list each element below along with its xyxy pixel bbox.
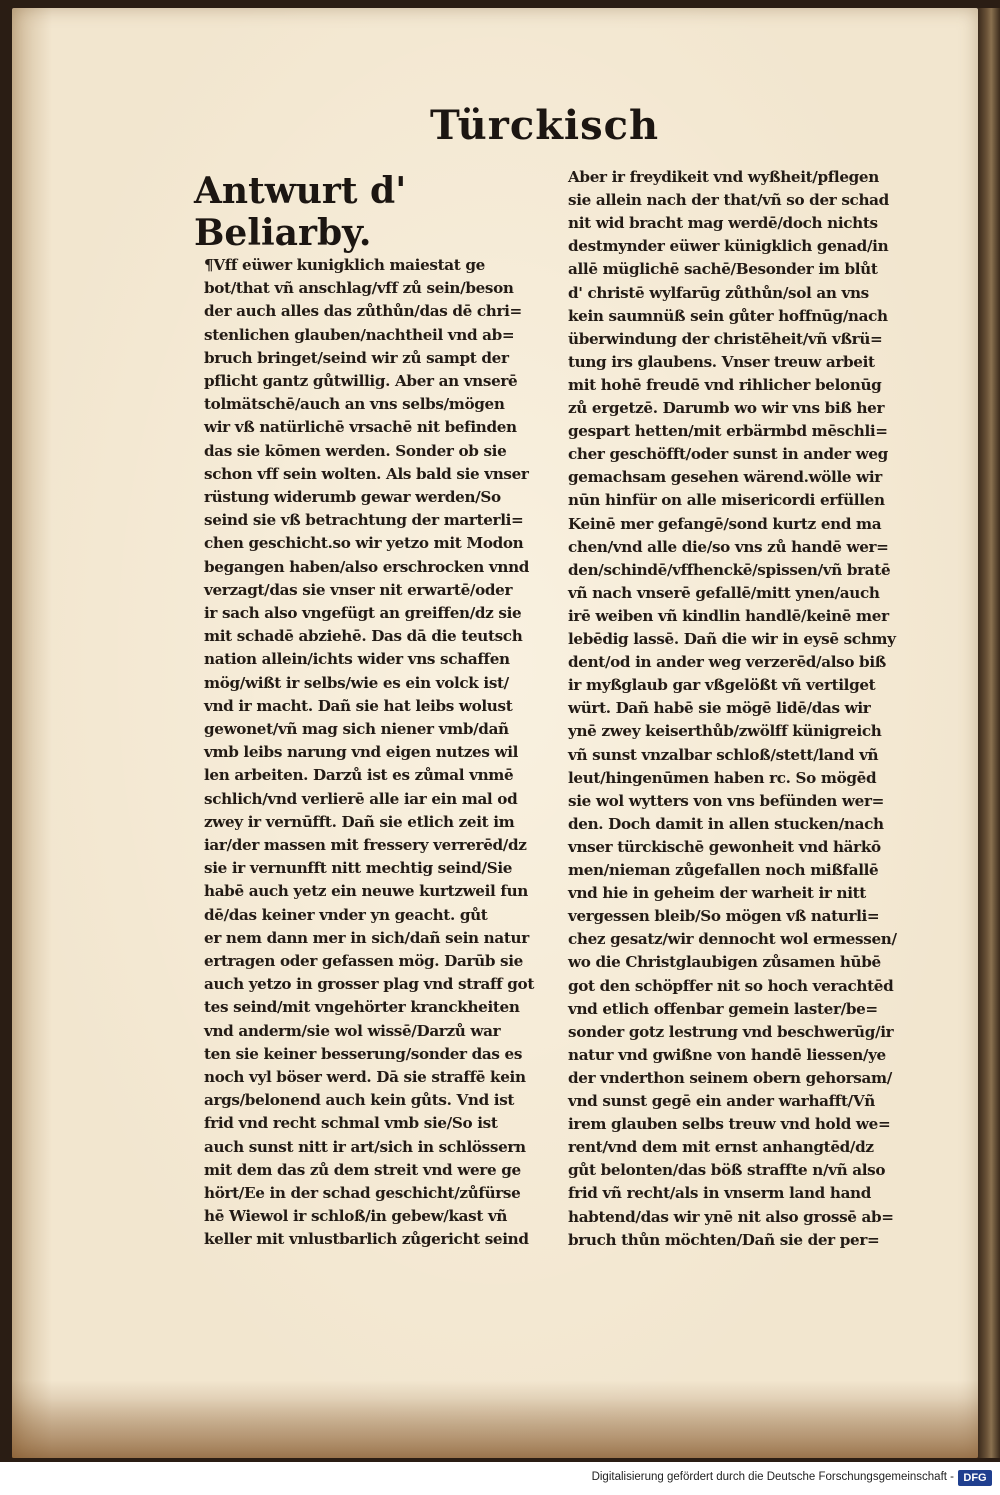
text-line: sonder gotz lestrung vnd beschwerūg/ir <box>568 1022 894 1041</box>
text-line: ertragen oder gefassen mög. Darūb sie <box>204 952 523 970</box>
text-line: ir myßglaub gar vßgelößt vñ vertilget <box>568 676 876 695</box>
text-line: wo die Christglaubigen zůsamen hūbē <box>568 953 881 972</box>
text-line: mit hohē freudē vnd rihlicher belonūg <box>568 375 882 394</box>
text-line: auch yetzo in grosser plag vnd straff got <box>204 975 534 994</box>
text-line: sie ir vernunfft nitt mechtig seind/Sie <box>204 859 513 878</box>
text-line: wir vß natürlichē vrsachē nit befinden <box>204 418 517 437</box>
text-line: vmb leibs narung vnd eigen nutzes wil <box>204 743 519 762</box>
text-line: got den schöpffer nit so hoch verachtēd <box>568 976 894 995</box>
text-line: stenlichen glauben/nachtheil vnd ab= <box>204 325 515 344</box>
text-line: irē weiben vñ kindlin handlē/keinē mer <box>568 606 889 625</box>
text-line: kein saumnüß sein gůter hoffnūg/nach <box>568 306 888 325</box>
footer-bar <box>0 1462 1000 1495</box>
text-line: auch sunst nitt ir art/sich in schlössern <box>204 1137 526 1156</box>
text-line: schlich/vnd verlierē alle iar ein mal od <box>204 789 518 808</box>
text-line: sie allein nach der that/vñ so der schad <box>568 191 889 210</box>
text-line: bruch thůn möchten/Dañ sie der per= <box>568 1230 880 1249</box>
text-line: men/nieman zůgefallen noch mißfallē <box>568 861 879 879</box>
text-line: gůt belonten/das böß straffte n/vñ also <box>568 1161 886 1180</box>
text-line: vergessen bleib/So mögen vß naturli= <box>568 907 880 926</box>
text-line: noch vyl böser werd. Dā sie straffē kein <box>204 1068 526 1086</box>
text-line: begangen haben/also erschrocken vnnd <box>204 557 530 576</box>
text-line: der vnderthon seinem obern gehorsam/ <box>568 1068 892 1087</box>
text-line: destmynder eüwer künigklich genad/in <box>568 237 889 256</box>
text-line: hē Wiewol ir schloß/in gebew/kast vñ <box>204 1207 508 1226</box>
text-line: tes seind/mit vngehörter kranckheiten <box>204 998 520 1017</box>
text-line: nūn hinfür on alle misericordi erfüllen <box>568 491 885 510</box>
text-line: d' christē wylfarūg zůthůn/sol an vns <box>568 283 869 302</box>
text-line: vnd etlich offenbar gemein laster/be= <box>568 999 878 1018</box>
text-line: überwindung der christēheit/vñ vßrü= <box>568 329 883 348</box>
text-line: ynē zwey keiserthůb/zwölff künigreich <box>568 722 882 741</box>
running-head: Türckisch <box>430 102 660 149</box>
text-line: hört/Ee in der schad geschicht/zůfürse <box>204 1184 521 1202</box>
funding-note: Digitalisierung gefördert durch die Deutsche Forschungsgemeinschaft - <box>591 1471 954 1483</box>
text-line: mit schadē abziehē. Das dā die teutsch <box>204 627 523 646</box>
text-line: dent/od in ander weg verzerēd/also biß <box>568 653 886 672</box>
text-line: args/belonend auch kein gůts. Vnd ist <box>204 1091 515 1110</box>
text-line: verzagt/das sie vnser nit erwartē/oder <box>204 580 513 599</box>
text-line: ¶Vff eüwer kunigklich maiestat ge <box>204 256 485 274</box>
water-stain <box>12 1380 978 1458</box>
text-line: vñ nach vnserē gefallē/mitt ynen/auch <box>568 583 880 602</box>
text-line: chez gesatz/wir dennocht wol ermessen/ <box>568 930 897 949</box>
text-line: das sie kōmen werden. Sonder ob sie <box>204 441 507 460</box>
text-line: len arbeiten. Darzů ist es zůmal vnmē <box>204 766 514 785</box>
book-edge <box>978 8 1000 1458</box>
text-line: frid vñ recht/als in vnserm land hand <box>568 1184 872 1203</box>
text-line: gespart hetten/mit erbärmbd mēschli= <box>568 422 888 441</box>
text-line: iar/der massen mit fressery verrerēd/dz <box>204 836 527 854</box>
text-line: chen/vnd alle die/so vns zů handē wer= <box>568 537 889 556</box>
text-line: den. Doch damit in allen stucken/nach <box>568 814 884 833</box>
text-line: mög/wißt ir selbs/wie es ein volck ist/ <box>204 673 509 692</box>
text-line: rüstung widerumb gewar werden/So <box>204 488 501 506</box>
text-line: den/schindē/vffhenckē/spissen/vñ bratē <box>568 560 891 579</box>
text-line: dē/das keiner vnder yn geacht. gůt <box>204 905 488 924</box>
text-line: tolmätschē/auch an vns selbs/mögen <box>204 395 505 414</box>
text-line: ir sach also vngefügt an greiffen/dz sie <box>204 604 522 622</box>
chapter-title: Antwurt d' Beliarby. <box>194 170 407 254</box>
text-line: natur vnd gwißne von handē liessen/ye <box>568 1045 886 1064</box>
text-line: er nem dann mer in sich/dañ sein natur <box>204 928 529 947</box>
text-line: irem glauben selbs treuw vnd hold we= <box>568 1115 891 1134</box>
text-line: lebēdig lassē. Dañ die wir in eysē schmy <box>568 630 896 648</box>
text-line: cher geschöfft/oder sunst in ander weg <box>568 445 888 464</box>
text-line: leut/hingenūmen haben rc. So mögēd <box>568 768 877 787</box>
text-line: habtend/das wir ynē nit also grossē ab= <box>568 1207 894 1226</box>
text-line: bruch bringet/seind wir zů sampt der <box>204 348 509 367</box>
text-line: bot/that vñ anschlag/vff zů sein/beson <box>204 279 514 298</box>
text-line: ten sie keiner besserung/sonder das es <box>204 1044 523 1063</box>
text-line: würt. Dañ habē sie mögē lidē/das wir <box>568 699 871 718</box>
text-line: allē müglichē sachē/Besonder im blůt <box>568 260 878 279</box>
text-line: vnser türckischē gewonheit vnd härkō <box>568 837 881 856</box>
text-line: sie wol wytters von vns befünden wer= <box>568 791 884 810</box>
text-line: keller mit vnlustbarlich zůgericht seind <box>204 1230 529 1249</box>
text-line: Keinē mer gefangē/sond kurtz end ma <box>568 514 882 533</box>
text-line: chen geschicht.so wir yetzo mit Modon <box>204 534 524 553</box>
text-line: habē auch yetz ein neuwe kurtzweil fun <box>204 882 528 901</box>
text-line: vnd sunst gegē ein ander warhafft/Vñ <box>568 1092 875 1110</box>
text-line: zů ergetzē. Darumb wo wir vns biß her <box>568 399 885 417</box>
text-line: mit dem das zů dem streit vnd were ge <box>204 1160 521 1179</box>
text-line: tung irs glaubens. Vnser treuw arbeit <box>568 352 875 371</box>
text-line: vnd ir macht. Dañ sie hat leibs wolust <box>204 696 513 715</box>
text-line: pflicht gantz gůtwillig. Aber an vnserē <box>204 372 518 390</box>
text-line: schon vff sein wolten. Als bald sie vnser <box>204 464 529 483</box>
text-line: der auch alles das zůthůn/das dē chri= <box>204 302 522 321</box>
text-line: seind sie vß betrachtung der marterli= <box>204 511 524 530</box>
text-line: Aber ir freydikeit vnd wyßheit/pflegen <box>568 168 879 186</box>
dfg-logo: DFG <box>958 1470 992 1486</box>
text-line: nit wid bracht mag werdē/doch nichts <box>568 214 878 233</box>
text-line: nation allein/ichts wider vns schaffen <box>204 650 510 669</box>
text-line: frid vnd recht schmal vmb sie/So ist <box>204 1114 498 1133</box>
text-line: gewonet/vñ mag sich niener vmb/dañ <box>204 720 509 738</box>
text-line: zwey ir vernūfft. Dañ sie etlich zeit im <box>204 812 515 831</box>
text-line: vñ sunst vnzalbar schloß/stett/land vñ <box>568 745 879 764</box>
text-line: rent/vnd dem mit ernst anhangtēd/dz <box>568 1138 874 1157</box>
text-line: vnd anderm/sie wol wissē/Darzů war <box>204 1021 501 1040</box>
text-line: vnd hie in geheim der warheit ir nitt <box>568 884 866 903</box>
text-line: gemachsam gesehen wärend.wölle wir <box>568 468 882 487</box>
